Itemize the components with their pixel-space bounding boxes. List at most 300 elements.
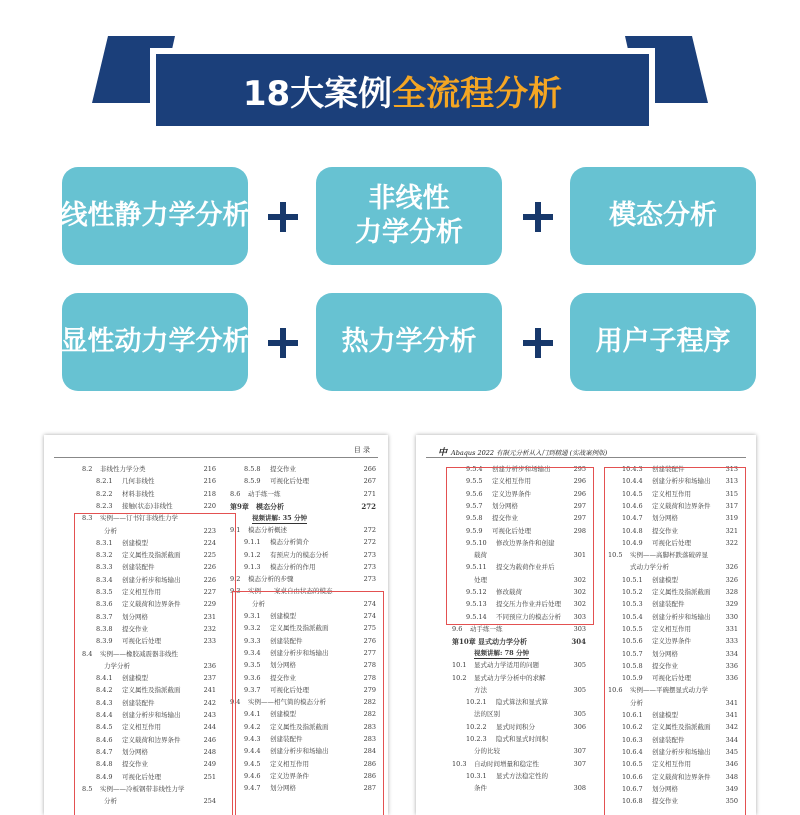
toc-entry-page: 319	[725, 514, 738, 523]
plus-icon	[523, 202, 553, 232]
toc-entry-number: 10.1	[452, 661, 467, 670]
toc-entry-title: 处理	[474, 575, 487, 584]
toc-entry-number: 10.5.3	[622, 600, 643, 609]
toc-entry-page: 274	[363, 612, 376, 620]
toc-entry-title: 定义载荷和边界条件	[122, 735, 181, 744]
toc-entry-page: 344	[725, 735, 738, 744]
toc-entry-title: 不同预应力的模态分析	[496, 612, 561, 621]
toc-entry-page: 243	[203, 711, 216, 719]
toc-entry-title: 显式时间积分	[496, 722, 535, 731]
toc-entry-page: 279	[363, 685, 376, 694]
toc-entry-title: 动手练一练	[470, 624, 503, 633]
toc-entry-number: 8.4.6	[96, 735, 113, 744]
toc-entry-number: 9.3.7	[244, 685, 261, 694]
toc-entry-title: 几何非线性	[122, 477, 155, 486]
toc-entry-page: 298	[573, 526, 586, 535]
toc-entry-title: 创建分析步和场输出	[652, 612, 711, 621]
tile-label: 热力学分析	[341, 326, 477, 357]
toc-entry-number: 9.3.5	[244, 661, 261, 670]
toc-entry-number: 10.3.1	[466, 771, 487, 780]
toc-entry-number: 8.4.2	[96, 686, 113, 695]
toc-entry-number: 8.4	[82, 649, 93, 658]
toc-entry-page: 307	[573, 747, 586, 756]
toc-entry-title: 提交作业	[270, 673, 296, 682]
toc-page-right	[416, 435, 756, 815]
toc-entry-page: 315	[725, 489, 738, 498]
toc-entry-page: 231	[203, 612, 216, 621]
toc-entry-title: 创建装配件	[652, 735, 685, 744]
toc-entry-title: 创建模型	[270, 612, 296, 620]
toc-entry-title: 提交压力作业并后处理	[496, 600, 561, 609]
toc-entry-number: 10.4.9	[622, 538, 643, 547]
toc-entry-page: 246	[203, 735, 216, 744]
toc-entry-page: 295	[573, 465, 586, 473]
toc-entry-number: 9.5.13	[466, 600, 487, 609]
toc-entry-page: 220	[203, 501, 216, 510]
toc-entry-number: 8.5	[82, 784, 93, 793]
toc-entry-page: 282	[363, 698, 376, 707]
toc-entry-page: 236	[203, 661, 216, 670]
plus-icon	[268, 202, 298, 232]
toc-entry-title: 定义相互作用	[122, 588, 161, 596]
toc-entry-title: 划分网格	[122, 747, 148, 756]
toc-entry-page: 329	[725, 600, 738, 609]
toc-entry-page: 303	[573, 612, 586, 621]
toc-entry-title: 创建模型	[652, 711, 678, 719]
toc-entry-number: 10.5.1	[622, 575, 643, 584]
toc-entry-page: 227	[203, 588, 216, 596]
toc-entry-number: 8.3.2	[96, 551, 113, 560]
toc-entry-number: 8.4.7	[96, 747, 113, 756]
toc-entry-number: 9.5.10	[466, 538, 487, 547]
toc-entry-page: 286	[363, 771, 376, 780]
toc-entry-title: 修改载荷	[496, 588, 522, 596]
tile-label: 显性动力学分析	[60, 326, 250, 357]
toc-entry-title: 提交作业	[652, 526, 678, 535]
toc-entry-page: 284	[363, 747, 376, 756]
toc-entry-title: 分析	[252, 599, 265, 608]
toc-entry-page: 266	[363, 465, 376, 473]
toc-entry-title: 定义边界条件	[652, 637, 691, 646]
toc-entry-number: 9.5.11	[466, 563, 487, 572]
toc-entry-title: 实例——冷板钢带非线性力学	[100, 784, 185, 793]
toc-entry-number: 8.3.9	[96, 637, 113, 646]
toc-entry-number: 9.4.1	[244, 710, 261, 719]
toc-entry-title: 实例——橡胶减震器非线性	[100, 649, 178, 658]
toc-entry-page: 306	[573, 722, 586, 731]
toc-entry-title: 方法	[474, 685, 487, 694]
toc-entry-page: 297	[573, 501, 586, 510]
toc-entry-title: 分析	[104, 797, 117, 806]
toc-entry-number: 8.6	[230, 489, 241, 498]
toc-entry-title: 定义相互作用	[270, 759, 309, 768]
toc-entry-number: 9.5.4	[466, 465, 483, 473]
toc-entry-title: 提交作业	[652, 797, 678, 806]
toc-entry-page: 283	[363, 722, 376, 731]
toc-entry-title: 创建装配件	[652, 465, 685, 473]
toc-entry-number: 10.2.3	[466, 735, 487, 743]
toc-entry-number: 8.5.8	[244, 465, 261, 473]
toc-entry-title: 条件	[474, 784, 487, 793]
toc-entry-title: 创建分析步和场输出	[652, 477, 711, 486]
toc-entry-number: 8.3.5	[96, 588, 113, 596]
toc-entry-title: 视频讲解: 78 分钟	[474, 649, 529, 658]
toc-entry-number: 10.6.3	[622, 735, 643, 744]
toc-entry-title: 创建装配件	[270, 735, 303, 743]
tile-modal	[570, 167, 756, 265]
toc-entry-number: 10.6.7	[622, 784, 643, 793]
toc-entry-page: 341	[725, 711, 738, 719]
toc-entry-number: 9.3.1	[244, 612, 261, 620]
toc-entry-title: 定义属性及指派截面	[270, 624, 329, 633]
toc-entry-title: 创建装配件	[270, 636, 303, 645]
toc-entry-title: 视频讲解: 35 分钟	[252, 513, 307, 522]
toc-entry-number: 8.4.5	[96, 723, 113, 732]
toc-entry-title: 实例——高脚杯跌落破碎显	[630, 551, 708, 560]
tile-explicit-dynamics	[62, 293, 248, 391]
toc-entry-page: 248	[203, 747, 216, 756]
toc-entry-number: 9.3	[230, 587, 241, 596]
toc-entry-title: 可视化后处理	[122, 772, 161, 781]
toc-entry-number: 10.5.9	[622, 674, 643, 683]
toc-entry-title: 定义属性及指派截面	[270, 722, 329, 731]
toc-entry-number: 10.4.7	[622, 514, 643, 523]
toc-entry-number: 9.5.8	[466, 514, 483, 523]
toc-entry-title: 模态分析简介	[270, 538, 309, 547]
tile-label: 线性静力学分析	[60, 200, 250, 231]
toc-entry-number: 10.6	[608, 686, 623, 695]
toc-entry-number: 8.5.9	[244, 477, 261, 486]
toc-entry-title: 模态分析的作用	[270, 562, 316, 571]
toc-entry-number: 9.1.3	[244, 562, 261, 571]
toc-entry-number: 9.4.2	[244, 722, 261, 731]
toc-entry-number: 10.5.4	[622, 612, 643, 621]
toc-entry-page: 301	[573, 551, 586, 560]
toc-entry-page: 223	[203, 526, 216, 535]
toc-entry-page: 242	[203, 698, 216, 707]
toc-entry-title: 定义相互作用	[652, 760, 691, 769]
toc-entry-number: 8.2.2	[96, 489, 113, 498]
toc-entry-title: 显式方法稳定性的	[496, 771, 548, 780]
toc-entry-page: 345	[725, 747, 738, 756]
toc-entry-number: 10.5	[608, 551, 623, 560]
toc-entry-number: 9.5.7	[466, 501, 483, 510]
toc-entry-page: 286	[363, 759, 376, 768]
toc-entry-page: 326	[725, 563, 738, 572]
toc-entry-page: 218	[203, 489, 216, 498]
toc-entry-page: 274	[363, 599, 376, 608]
toc-entry-page: 249	[203, 760, 216, 769]
toc-entry-page: 267	[363, 477, 376, 486]
toc-entry-title: 显式动力学适用的问题	[474, 661, 539, 670]
toc-entry-page: 305	[573, 685, 586, 694]
toc-entry-number: 8.4.4	[96, 711, 113, 719]
header-rule	[426, 457, 746, 458]
toc-entry-title: 自动时间增量和稳定性	[474, 759, 539, 768]
toc-entry-title: 分的比较	[474, 747, 500, 756]
plus-icon	[523, 328, 553, 358]
toc-entry-number: 第10章	[452, 637, 476, 647]
toc-entry-number: 8.2.1	[96, 477, 113, 486]
toc-entry-title: 实例——相气简的模态分析	[248, 698, 326, 707]
toc-entry-page: 216	[203, 465, 216, 473]
highlight-box	[74, 513, 236, 815]
toc-entry-title: 提交作业	[270, 465, 296, 473]
toc-entry-number: 9.5.6	[466, 489, 483, 498]
toc-entry-number: 8.3.7	[96, 612, 113, 621]
toc-entry-title: 模态分析的步骤	[248, 575, 294, 584]
toc-entry-number: 9.3.2	[244, 624, 261, 633]
toc-entry-page: 276	[363, 636, 376, 645]
toc-entry-page: 297	[573, 514, 586, 523]
toc-entry-number: 9.4.5	[244, 759, 261, 768]
toc-entry-page: 304	[571, 637, 586, 647]
toc-entry-title: 划分网格	[122, 612, 148, 621]
toc-entry-title: 创建分析步和场输出	[270, 648, 329, 657]
toc-entry-title: 法的区别	[474, 710, 500, 719]
toc-entry-title: 划分网格	[652, 649, 678, 658]
toc-entry-page: 275	[363, 624, 376, 633]
toc-entry-page: 350	[725, 797, 738, 806]
toc-entry-number: 8.3	[82, 514, 93, 523]
toc-entry-title: 定义载荷和边界条件	[652, 772, 711, 781]
toc-entry-number: 10.2	[452, 673, 467, 682]
toc-entry-page: 328	[725, 588, 738, 596]
toc-entry-title: 划分网格	[270, 784, 296, 793]
toc-entry-title: 定义相互作用	[652, 624, 691, 633]
toc-entry-title: 提交为载荷作业并后	[496, 563, 555, 572]
toc-entry-number: 9.3.3	[244, 636, 261, 645]
toc-entry-title: 动手练一练	[248, 489, 281, 498]
toc-entry-title: 定义载荷和边界条件	[122, 600, 181, 609]
toc-entry-title: 定义载荷和边界条件	[652, 501, 711, 510]
tile-label: 模态分析	[609, 200, 717, 231]
toc-entry-number: 9.5.9	[466, 526, 483, 535]
toc-entry-page: 331	[725, 624, 738, 633]
toc-entry-title: 提交作业	[122, 624, 148, 633]
toc-entry-page: 296	[573, 489, 586, 498]
toc-entry-page: 296	[573, 477, 586, 486]
toc-entry-number: 9.1	[230, 525, 241, 534]
toc-entry-page: 277	[363, 648, 376, 657]
tile-nonlinear	[316, 167, 502, 265]
toc-entry-number: 10.4.8	[622, 526, 643, 535]
toc-entry-title: 定义属性及指派截面	[122, 686, 181, 695]
toc-entry-page: 226	[203, 563, 216, 572]
toc-entry-title: 可视化后处理	[652, 538, 691, 547]
toc-entry-page: 330	[725, 612, 738, 621]
toc-entry-page: 317	[725, 501, 738, 510]
toc-entry-title: 划分网格	[652, 514, 678, 523]
toc-entry-page: 273	[363, 550, 376, 559]
toc-entry-title: 可视化后处理	[270, 477, 309, 486]
toc-entry-number: 8.4.3	[96, 698, 113, 707]
toc-entry-page: 273	[363, 562, 376, 571]
toc-entry-number: 8.3.8	[96, 624, 113, 633]
toc-entry-number: 9.4.4	[244, 747, 261, 756]
toc-entry-number: 9.4	[230, 698, 241, 707]
toc-entry-number: 8.3.6	[96, 600, 113, 609]
toc-entry-title: 创建分析步和场输出	[652, 747, 711, 756]
toc-entry-title: 实例——平碗摆显式动力学	[630, 686, 708, 695]
toc-entry-page: 272	[361, 501, 376, 511]
toc-entry-page: 334	[725, 649, 738, 658]
toc-entry-number: 10.6.2	[622, 723, 643, 732]
toc-entry-number: 9.1.1	[244, 538, 261, 547]
toc-entry-number: 8.2.3	[96, 501, 113, 510]
toc-entry-page: 305	[573, 710, 586, 719]
toc-entry-page: 226	[203, 575, 216, 584]
toc-entry-title: 创建分析步和场输出	[270, 747, 329, 756]
toc-entry-title: 分析	[104, 526, 117, 535]
toc-entry-number: 10.2.1	[466, 698, 487, 707]
toc-entry-title: 创建装配件	[652, 600, 685, 609]
tile-linear-static	[62, 167, 248, 265]
toc-entry-title: 材料非线性	[122, 489, 155, 498]
plus-icon	[268, 328, 298, 358]
toc-entry-number: 9.4.7	[244, 784, 261, 793]
toc-entry-title: 定义属性及指派截面	[122, 551, 181, 560]
toc-entry-title: 定义相互作用	[652, 489, 691, 498]
page-header-text: Abaqus 2022 有限元分析从入门到精通 (实战案例版)	[451, 449, 608, 457]
toc-entry-page: 336	[725, 661, 738, 670]
toc-entry-number: 8.3.4	[96, 575, 113, 584]
toc-entry-page: 308	[573, 784, 586, 793]
toc-entry-title: 定义相互作用	[122, 723, 161, 732]
toc-entry-page: 229	[203, 600, 216, 609]
toc-entry-page: 241	[203, 686, 216, 695]
toc-entry-title: 创建装配件	[122, 563, 155, 572]
toc-entry-page: 233	[203, 637, 216, 646]
toc-entry-number: 10.5.5	[622, 624, 643, 633]
toc-entry-number: 10.5.6	[622, 637, 643, 646]
toc-entry-title: 可视化后处理	[492, 526, 531, 535]
toc-entry-number: 10.2.2	[466, 722, 487, 731]
banner-title-part1: 18大案例	[242, 73, 393, 114]
toc-page-left	[44, 435, 388, 815]
toc-entry-number: 8.2	[82, 465, 93, 473]
toc-entry-number: 10.4.5	[622, 489, 643, 498]
toc-entry-page: 302	[573, 575, 586, 584]
toc-entry-title: 提交作业	[122, 760, 148, 769]
toc-entry-title: 创建分析步和场输出	[122, 711, 181, 719]
toc-entry-number: 9.3.6	[244, 673, 261, 682]
publisher-logo: 中	[438, 448, 448, 458]
toc-entry-title: 可视化后处理	[652, 674, 691, 683]
toc-entry-page: 283	[363, 735, 376, 743]
toc-entry-title: 有预应力的模态分析	[270, 550, 329, 559]
toc-entry-page: 287	[363, 784, 376, 793]
toc-entry-title: 定义边界条件	[492, 489, 531, 498]
toc-entry-title: 力学分析	[104, 661, 130, 670]
toc-entry-title: 定义相互作用	[492, 477, 531, 486]
toc-entry-title: 可视化后处理	[122, 637, 161, 646]
toc-entry-number: 9.2	[230, 575, 241, 584]
toc-entry-page: 321	[725, 526, 738, 535]
toc-entry-number: 9.5.14	[466, 612, 487, 621]
toc-entry-title: 模态分析	[256, 501, 284, 511]
toc-entry-title: 定义边界条件	[270, 771, 309, 780]
toc-entry-number: 8.3.1	[96, 538, 113, 547]
toc-entry-page: 271	[363, 489, 376, 498]
toc-entry-page: 251	[203, 772, 216, 781]
toc-entry-page: 342	[725, 723, 738, 732]
toc-entry-number: 第9章	[230, 501, 249, 511]
toc-entry-page: 349	[725, 784, 738, 793]
toc-entry-title: 创建模型	[122, 538, 148, 547]
toc-entry-page: 273	[363, 575, 376, 584]
toc-entry-page: 313	[725, 465, 738, 473]
toc-entry-number: 8.3.3	[96, 563, 113, 572]
toc-entry-number: 9.1.2	[244, 550, 261, 559]
tile-user-subroutine	[570, 293, 756, 391]
highlight-box	[604, 467, 746, 815]
toc-entry-page: 278	[363, 661, 376, 670]
toc-entry-title: 实例——案桌自由状态的模态	[248, 587, 333, 596]
page-header: 目 录	[353, 446, 370, 454]
toc-entry-number: 10.4.3	[622, 465, 643, 473]
toc-entry-page: 348	[725, 772, 738, 781]
toc-entry-title: 显式动力学分析中的求解	[474, 673, 546, 682]
toc-entry-number: 9.3.4	[244, 648, 261, 657]
toc-entry-title: 可视化后处理	[270, 685, 309, 694]
toc-entry-page: 307	[573, 759, 586, 768]
toc-entry-title: 载荷	[474, 551, 487, 560]
toc-entry-title: 显式动力学分析	[478, 637, 527, 647]
toc-entry-number: 9.5.5	[466, 477, 483, 486]
toc-entry-title: 定义属性及指派截面	[652, 588, 711, 596]
toc-entry-page: 254	[203, 797, 216, 806]
toc-entry-page: 326	[725, 575, 738, 584]
title-banner	[0, 0, 800, 150]
highlight-box	[446, 467, 594, 625]
toc-entry-number: 10.5.8	[622, 661, 643, 670]
toc-entry-page: 244	[203, 723, 216, 732]
toc-entry-page: 224	[203, 538, 216, 547]
toc-entry-page: 216	[203, 477, 216, 486]
toc-entry-title: 划分网格	[492, 501, 518, 510]
toc-entry-page: 302	[573, 588, 586, 596]
toc-entry-title: 创建装配件	[122, 698, 155, 707]
toc-entry-page: 336	[725, 674, 738, 683]
toc-entry-page: 282	[363, 710, 376, 719]
toc-entry-page: 305	[573, 661, 586, 670]
toc-entry-title: 划分网格	[652, 784, 678, 793]
toc-entry-page: 322	[725, 538, 738, 547]
toc-entry-title: 划分网格	[270, 661, 296, 670]
toc-entry-number: 10.5.2	[622, 588, 643, 596]
toc-entry-number: 9.4.6	[244, 771, 261, 780]
toc-entry-page: 313	[725, 477, 738, 486]
toc-entry-number: 10.6.8	[622, 797, 643, 806]
toc-entry-number: 8.4.9	[96, 772, 113, 781]
toc-entry-title: 实例——订书钉非线性力学	[100, 514, 178, 523]
toc-entry-title: 分析	[630, 698, 643, 707]
toc-entry-title: 创建模型	[270, 710, 296, 719]
banner-title	[156, 54, 649, 126]
toc-entry-number: 10.4.4	[622, 477, 643, 486]
highlight-box	[232, 591, 384, 815]
toc-entry-title: 非线性力学分类	[100, 465, 146, 473]
toc-entry-number: 9.6	[452, 624, 463, 633]
toc-entry-title: 接触(状态)非线性	[122, 501, 173, 510]
toc-entry-number: 9.4.3	[244, 735, 261, 743]
toc-entry-page: 303	[573, 624, 586, 633]
toc-entry-number: 10.4.6	[622, 501, 643, 510]
banner-title-part2: 全流程分析	[392, 73, 563, 114]
toc-entry-title: 提交作业	[652, 661, 678, 670]
toc-entry-title: 定义属性及指派截面	[652, 723, 711, 732]
